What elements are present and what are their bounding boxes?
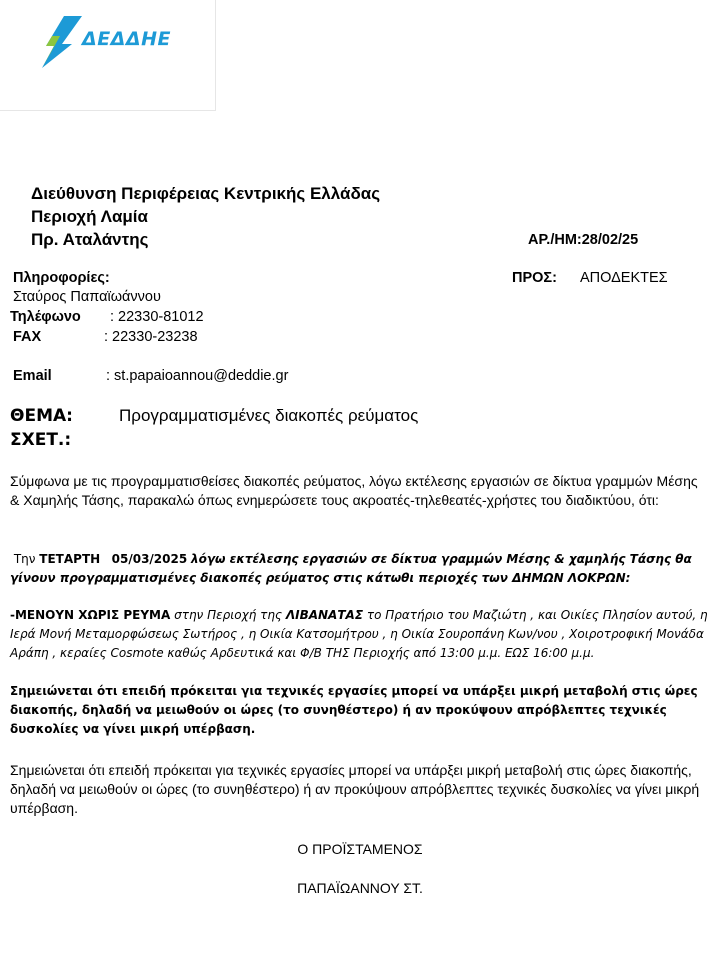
outage-area: ΛΙΒΑΝΑΤΑΣ: [285, 608, 364, 622]
phone-value: : 22330-81012: [110, 309, 204, 325]
intro-paragraph: Σύμφωνα με τις προγραμματισθείσες διακοπές ρεύματος, λόγω εκτέλεσης εργασιών σε δίκτυα γραμμών Μέσης & Χαμηλής Τάσης, παρακαλώ όπως ενημερώσετε τους ακροατές-τηλεθεατές-χρήστες του διαδικτύου, ότι:: [10, 473, 698, 508]
reference-number: ΑΡ./ΗΜ:28/02/25: [528, 232, 639, 248]
logo-area: [0, 0, 216, 111]
header-region: Περιοχή Λαμία: [31, 207, 148, 226]
recipient-value: ΑΠΟΔΕΚΤΕΣ: [580, 270, 668, 286]
outage-heading: -ΜΕΝΟΥΝ ΧΩΡΙΣ ΡΕΥΜΑ: [10, 608, 171, 622]
fax-label: FAX: [13, 329, 42, 345]
subject-label: ΘΕΜΑ:: [10, 406, 73, 426]
signature-name: ΠΑΠΑΪΩΑΝΝΟΥ ΣΤ.: [297, 880, 423, 896]
phone-label: Τηλέφωνο: [10, 309, 81, 325]
date-intro: Την: [13, 552, 36, 566]
bold-note: Σημειώνεται ότι επειδή πρόκειται για τεχνικές εργασίες μπορεί να υπάρξει μικρή μεταβολή στις ώρες διακοπής, δηλαδή να μειωθούν οι ώρες (το συνηθέστερο) ή αν προκύψουν απρόβλεπτες τεχνικές δυσκολίες να γίνει μικρή υπέρβαση.: [10, 684, 698, 736]
signature-title: Ο ΠΡΟΪΣΤΑΜΕΝΟΣ: [297, 841, 423, 857]
note-paragraph: Σημειώνεται ότι επειδή πρόκειται για τεχνικές εργασίες μπορεί να υπάρξει μικρή μεταβολή στις ώρες διακοπής, δηλαδή να μειωθούν οι ώρες (το συνηθέστερο) ή αν προκύψουν απρόβλεπτες τεχνικές δυσκολίες να γίνει μικρή υπέρβαση.: [10, 762, 700, 816]
contact-name: Σταύρος Παπαϊωάννου: [13, 289, 161, 305]
recipient-label: ΠΡΟΣ:: [512, 270, 557, 286]
email-value: : st.papaioannou@deddie.gr: [106, 368, 289, 384]
day-name: ΤΕΤΑΡΤΗ: [39, 552, 101, 566]
logo-text: ΔΕΔΔΗΕ: [82, 28, 171, 50]
subject-value: Προγραμματισμένες διακοπές ρεύματος: [119, 406, 419, 425]
date-details: λόγω εκτέλεσης εργασιών σε δίκτυα γραμμών Μέσης & χαμηλής Τάσης θα γίνουν προγραμματισμένες διακοπές ρεύματος στις κάτωθι περιοχές των ΔΗΜΩΝ ΛΟΚΡΩΝ:: [10, 552, 692, 585]
email-label: Email: [13, 368, 52, 384]
date-paragraph: [10, 550, 710, 588]
info-label: Πληροφορίες:: [13, 270, 110, 286]
header-office: Πρ. Αταλάντης: [31, 230, 149, 249]
header-directorate: Διεύθυνση Περιφέρειας Κεντρικής Ελλάδας: [31, 184, 381, 203]
deddie-logo-icon: [38, 14, 84, 70]
fax-value: : 22330-23238: [104, 329, 198, 345]
outage-area-intro: στην Περιοχή της: [174, 608, 282, 622]
outage-paragraph: [10, 606, 710, 663]
outage-details: το Πρατήριο του Μαζιώτη , και Οικίες Πλησίον αυτού, η Ιερά Μονή Μεταμορφώσεως Σωτήρος , η Οικία Κατσομήτρου , η Οικία Σουροπάνη Κων/νου , Χοιροτροφική Μονάδα Αράπη , κεραίες Cosmote καθώς Αρδευτικά και Φ/Β ΤΗΣ Περιοχής από 13:00 μ.μ. ΕΩΣ 16:00 μ.μ.: [10, 608, 708, 660]
outage-date: 05/03/2025: [111, 552, 188, 566]
reference-label: ΣΧΕΤ.:: [10, 430, 72, 450]
